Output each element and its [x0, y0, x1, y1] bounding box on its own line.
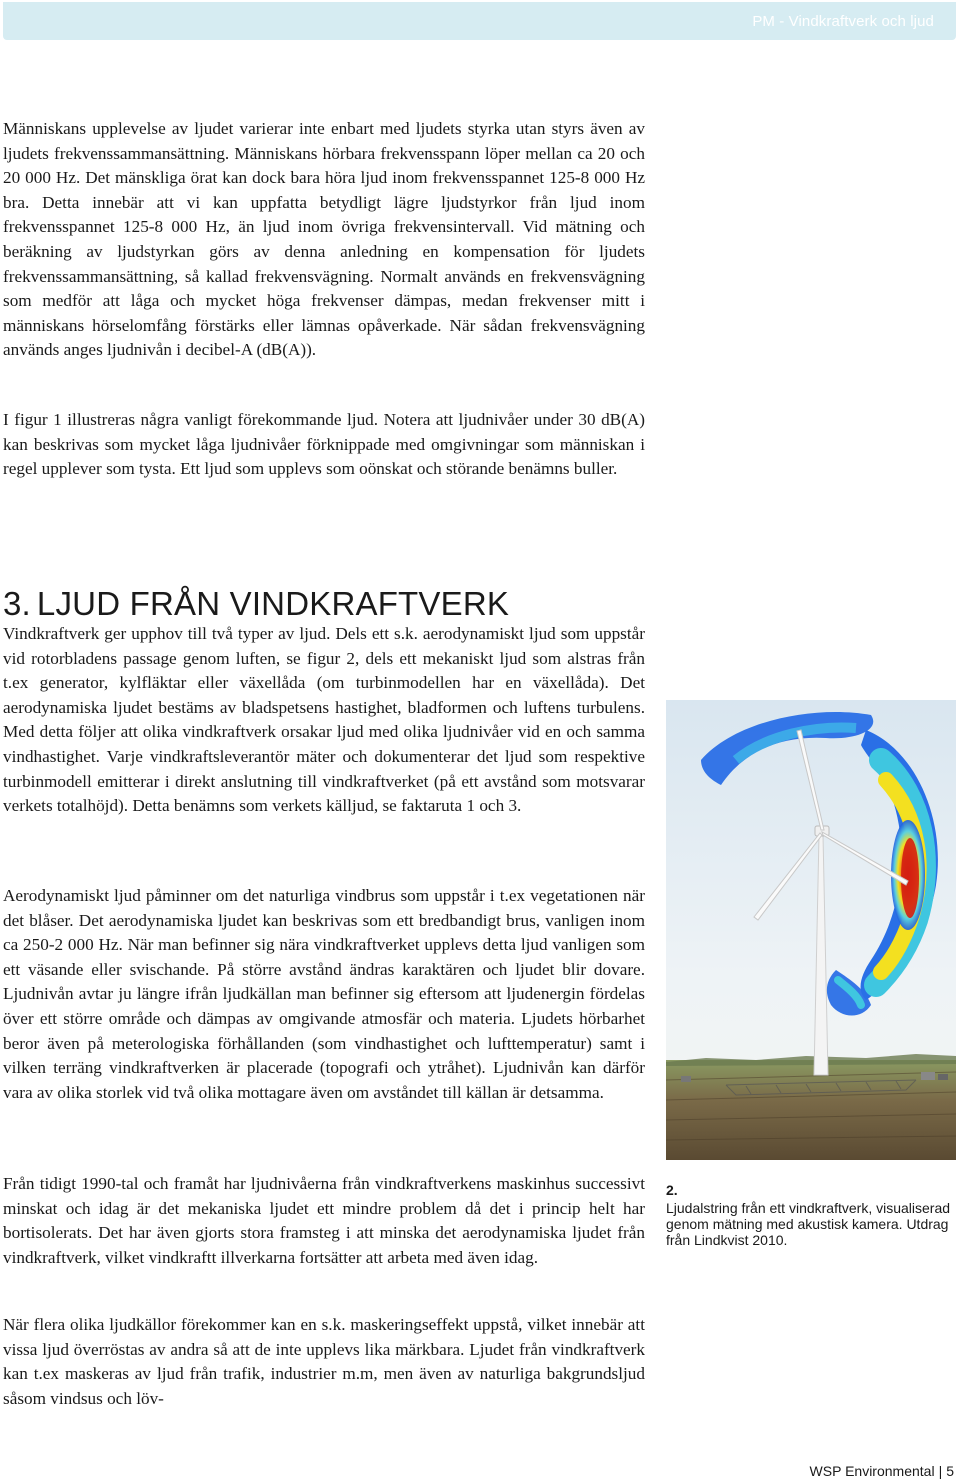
footer-separator: |	[938, 1463, 943, 1479]
header-bar	[3, 2, 956, 40]
acoustic-camera-photo	[666, 700, 956, 1160]
section-number: 3.	[3, 585, 31, 622]
paragraph: I figur 1 illustreras några vanligt förekommande ljud. Notera att ljudnivåer under 30 dB(A) kan beskrivas som mycket låga ljudnivåer förknippade med omgivningar som människan i regel upplever som tysta. Ett ljud som upplevs som oönskat och störande benämns buller.	[3, 410, 645, 479]
section-title: LJUD FRÅN VINDKRAFTVERK	[36, 585, 510, 622]
paragraph: Aerodynamiskt ljud påminner om det naturliga vindbrus som uppstår i t.ex vegetationen när det blåser. Det aerodynamiska ljudet kan beskrivas som ett bredbandigt brus, vanligen inom ca 250-2 000 Hz. När man befinner sig nära vindkraftverket upplevs detta ljud vanligen som ett väsande eller svischande. På större avstånd ändras karaktären och ljudet blir dovare. Ljudnivån avtar ju längre ifrån ljudkällan man befinner sig eftersom att ljudenergin fördelas över ett större område och dämpas av omgivande atmosfär och materia. Ljudets hörbarhet beror även på meterologiska förhållanden (som vindhastighet och lufttemperatur) samt i vilken terräng vindkraftverken är placerade (topografi och ytråhet). Ljudnivån kan därför vara av olika storlek vid två olika mottagare även om avståndet till källan är detsamma.	[3, 886, 645, 1102]
page-number: 5	[946, 1463, 954, 1479]
wind-turbine-acoustic-image	[666, 700, 956, 1160]
paragraph: Vindkraftverk ger upphov till två typer av ljud. Dels ett s.k. aerodynamiskt ljud som uppstår vid rotorbladens passage genom luften, se figur 2, dels ett mekaniskt ljud som alstras från t.ex generator, kylfläktar eller växellåda (om turbinmodellen har en växellåda). Det aerodynamiska ljudet bestäms av bladspetsens hastighet, bladformen och luftens turbulens. Med detta följer att olika vindkraftverk orsakar ljud med olika ljudnivåer vid en och samma vindhastighet. Varje vindkraftsleverantör mäter och dokumenterar det ljud som respektive turbinmodell emitterar i direkt anslutning till vindkraftverket (på ett avstånd som motsvarar verkets totalhöjd). Detta benämns som verkets källjud, se faktaruta 1 och 3.	[3, 624, 645, 816]
footer-company: WSP Environmental	[809, 1463, 935, 1479]
document-title: PM - Vindkraftverk och ljud	[752, 13, 934, 30]
section-heading	[3, 585, 509, 623]
paragraph: Från tidigt 1990-tal och framåt har ljudnivåerna från vindkraftverkens maskinhus successivt minskat och idag är det mekaniska ljudet ett mindre problem då det i princip helt har bortisolerats. Det har även gjorts stora framsteg i att minska det aerodynamiska ljudet från vindkraftverk, vilket vindkraftt illverkarna fortsätter att arbeta med även idag.	[3, 1174, 645, 1267]
paragraph: Människans upplevelse av ljudet varierar inte enbart med ljudets styrka utan styrs även av ljudets frekvenssammansättning. Människans hörbara frekvensspann löper mellan ca 20 och 20 000 Hz. Det mänskliga örat kan dock bara höra ljud inom frekvensspannet 125-8 000 Hz bra. Detta innebär att vi kan uppfatta betydligt lägre ljudstyrkor från ljud inom frekvensspannet 125-8 000 Hz, än ljud inom övriga frekvensintervall. Vid mätning och beräkning av ljudstyrkan görs av denna anledning en kompensation för ljudets frekvenssammansättning, så kallad frekvensvägning. Normalt används en frekvensvägning som medför att låga och mycket höga frekvenser dämpas, medan frekvenser mitt i människans hörselomfång förstärks eller lämnas opåverkade. När sådan frekvensvägning används anges ljudnivån i decibel-A (dB(A)).	[3, 119, 645, 360]
figure-number: 2.	[666, 1182, 678, 1198]
page-footer	[810, 1463, 954, 1479]
paragraph: När flera olika ljudkällor förekommer kan en s.k. maskeringseffekt uppstå, vilket innebär att vissa ljud överröstas av andra så att de inte upplevs lika märkbara. Ljudet från vindkraftverk kan t.ex maskeras av ljud från trafik, industrier m.m, men även av naturliga bakgrundsljud såsom vindsus och löv-	[3, 1315, 645, 1408]
figure-caption: Ljudalstring från ett vindkraftverk, visualiserad genom mätning med akustisk kamera. Utdrag från Lindkvist 2010.	[666, 1200, 951, 1248]
